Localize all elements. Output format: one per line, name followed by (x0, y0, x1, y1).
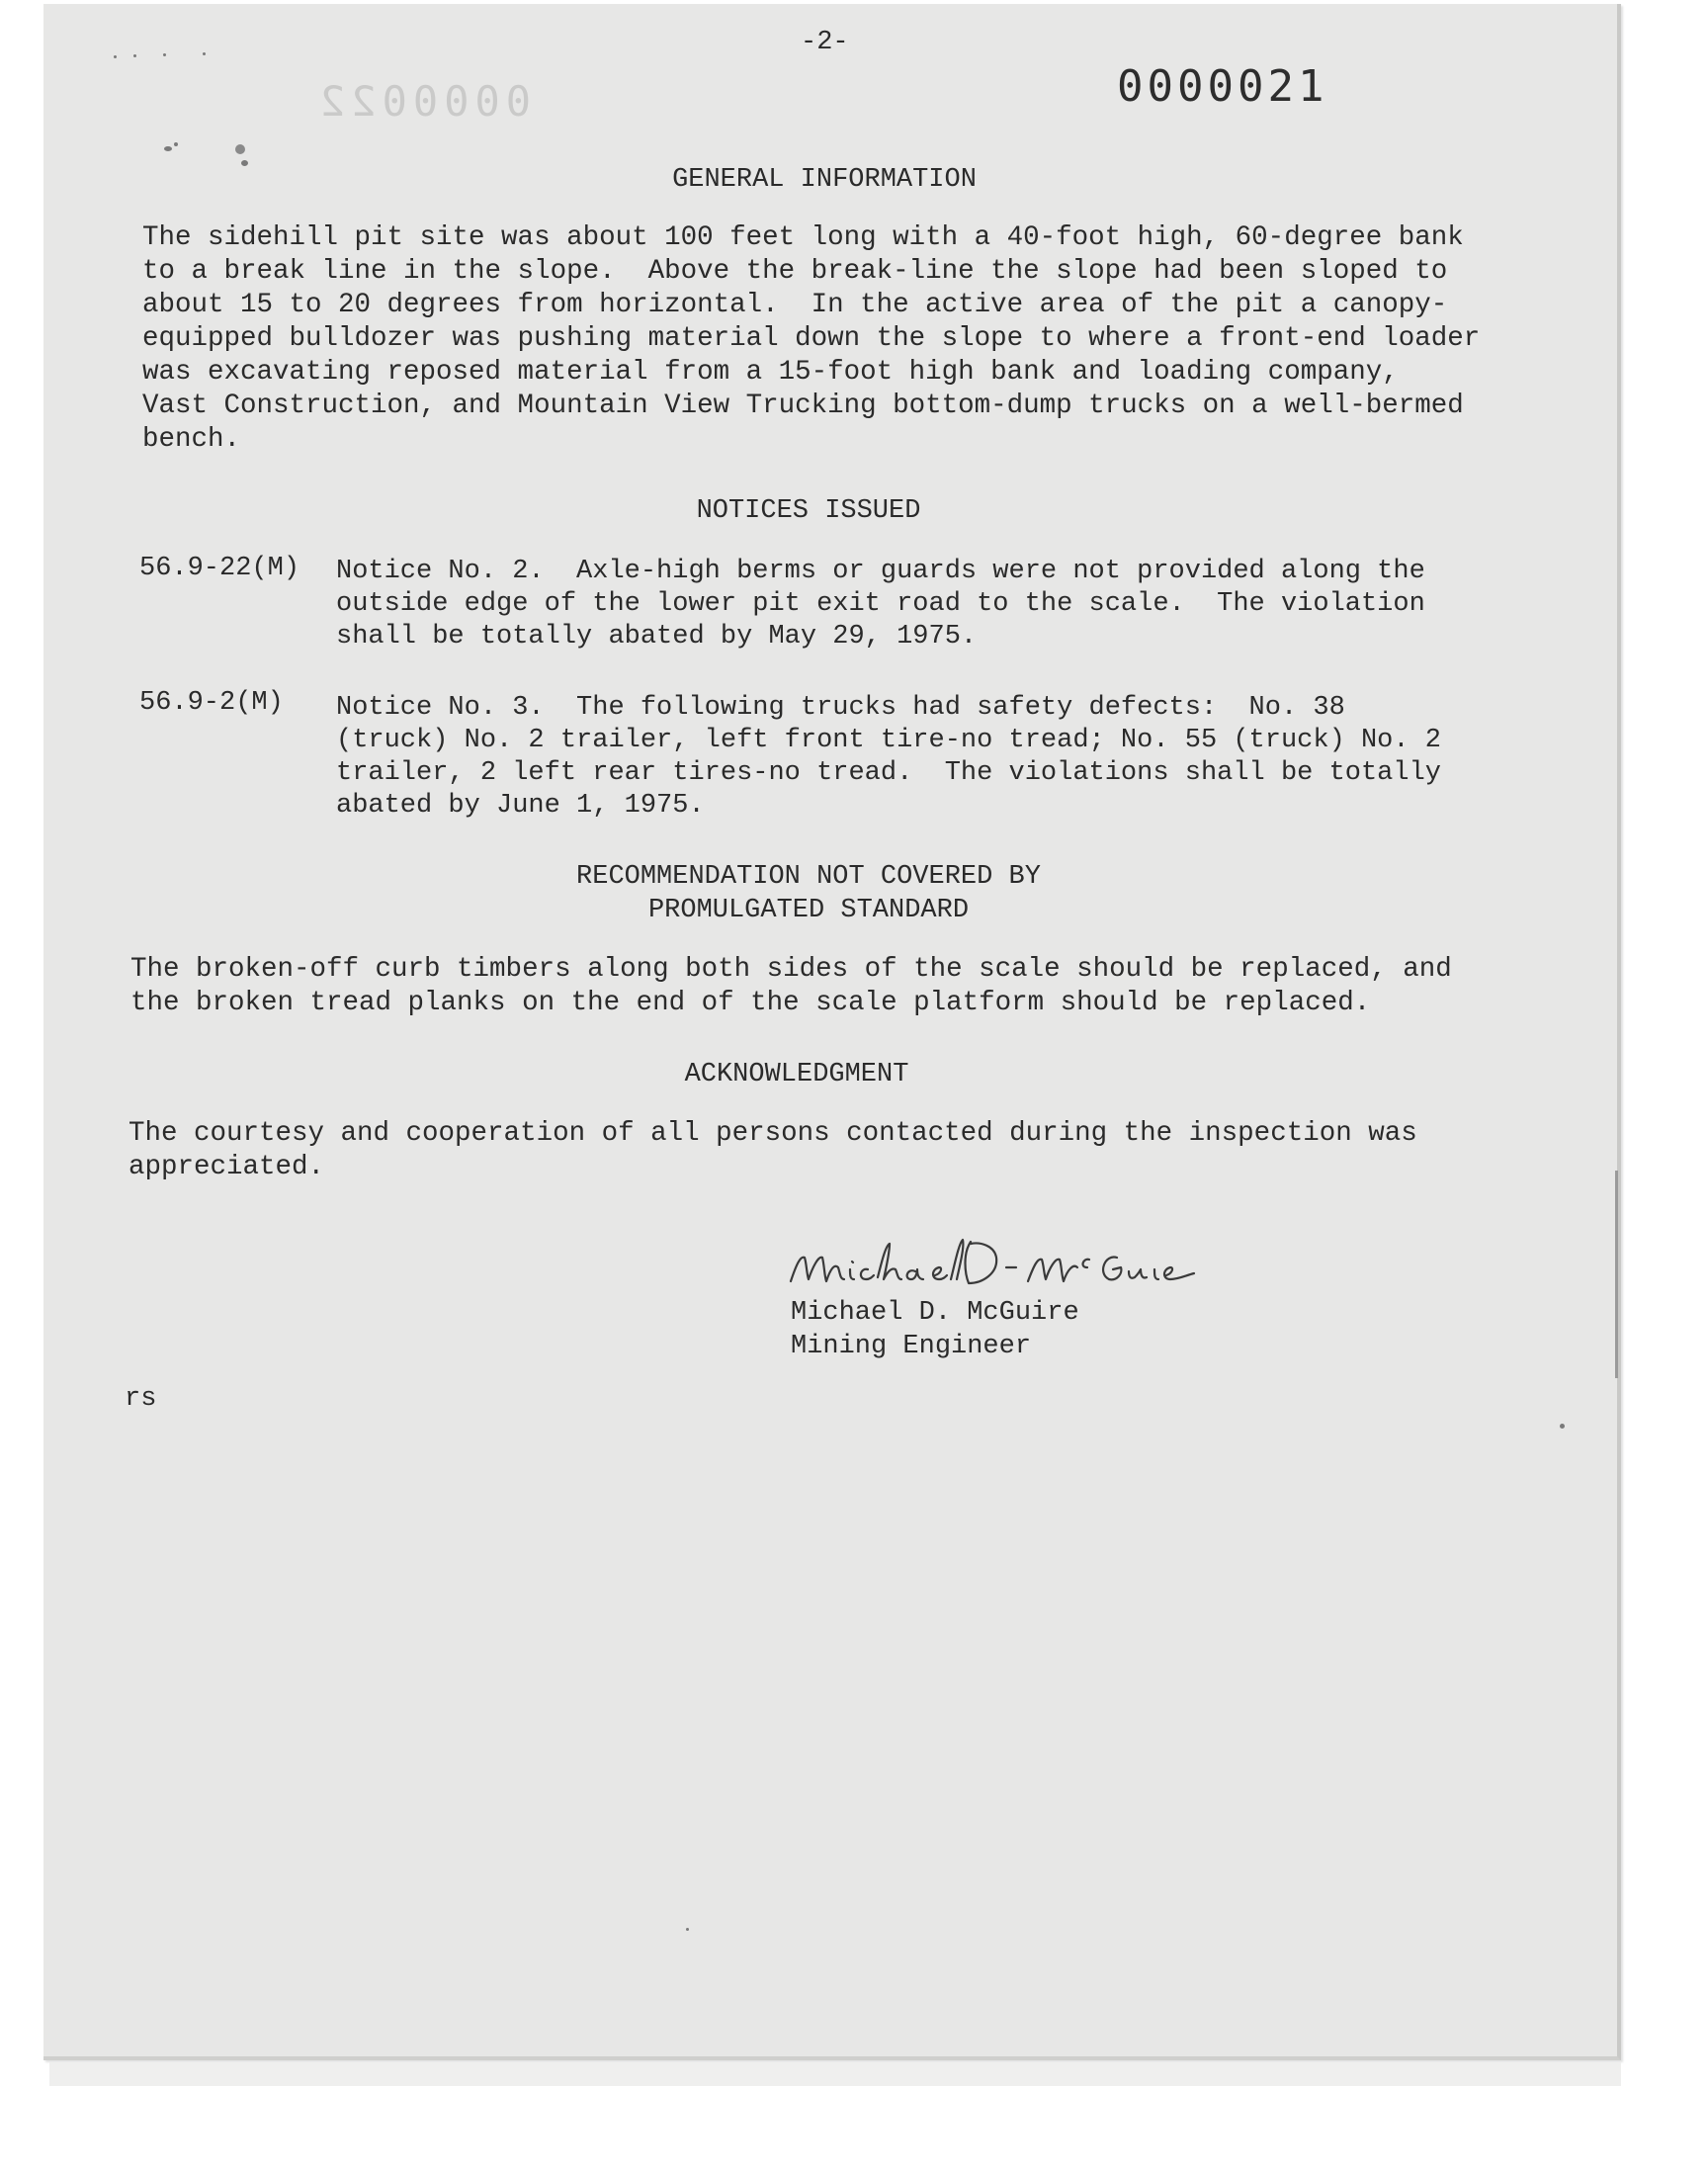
ink-speck (164, 146, 172, 151)
ink-speck (1560, 1424, 1565, 1429)
recommendation-paragraph (130, 953, 1452, 1020)
text-line: outside edge of the lower pit exit road to the scale. The violation (336, 589, 1425, 619)
section-heading-general-information: GENERAL INFORMATION (672, 165, 977, 195)
ink-speck (114, 55, 117, 58)
paper-edge-shadow (1615, 1171, 1618, 1378)
text-line: to a break line in the slope. Above the break-line the slope had been sloped to (142, 256, 1448, 287)
text-line: trailer, 2 left rear tires-no tread. The violations shall be totally (336, 758, 1441, 788)
ink-speck (174, 142, 178, 146)
notice-text (336, 692, 1441, 823)
text-line: was excavating reposed material from a 15-foot high bank and loading company, (142, 357, 1399, 388)
text-line: equipped bulldozer was pushing material down the slope to where a front-end loader (142, 323, 1481, 354)
heading-line: PROMULGATED STANDARD (647, 896, 970, 925)
notice-text (336, 556, 1425, 653)
text-line: The courtesy and cooperation of all persons contacted during the inspection was (128, 1118, 1417, 1149)
handwritten-signature (787, 1234, 1202, 1303)
ink-speck (686, 1928, 689, 1931)
text-line: shall be totally abated by May 29, 1975. (336, 622, 978, 652)
document-number: 0000021 (1117, 61, 1328, 112)
ink-speck (235, 144, 245, 154)
section-heading-acknowledgment: ACKNOWLEDGMENT (684, 1060, 909, 1089)
standard-code: 56.9-2(M) (139, 688, 284, 718)
scanner-bed-strip (49, 2062, 1621, 2086)
bleed-through-number: 0000022 (314, 77, 532, 126)
text-line: Notice No. 2. Axle-high berms or guards were not provided along the (336, 557, 1425, 586)
text-line: bench. (142, 424, 241, 455)
text-line: The broken-off curb timbers along both sides of the scale should be replaced, and (130, 954, 1452, 985)
text-line: the broken tread planks on the end of the scale platform should be replaced. (130, 988, 1371, 1018)
ink-speck (203, 52, 206, 55)
section-heading-recommendation (0, 860, 1617, 927)
text-line: Vast Construction, and Mountain View Trucking bottom-dump trucks on a well-bermed (142, 391, 1464, 421)
text-line: about 15 to 20 degrees from horizontal. In the active area of the pit a canopy- (142, 290, 1448, 320)
heading-line: RECOMMENDATION NOT COVERED BY (576, 862, 1041, 892)
typist-initials: rs (125, 1384, 157, 1414)
text-line: abated by June 1, 1975. (336, 791, 705, 821)
text-line: The sidehill pit site was about 100 feet long with a 40-foot high, 60-degree bank (142, 222, 1464, 253)
acknowledgment-paragraph (128, 1117, 1417, 1184)
standard-code: 56.9-22(M) (139, 554, 300, 583)
text-line: Notice No. 3. The following trucks had safety defects: No. 38 (336, 693, 1345, 723)
general-information-paragraph (142, 221, 1480, 457)
signer-title: Mining Engineer (791, 1332, 1032, 1361)
text-line: appreciated. (128, 1152, 325, 1182)
ink-speck (133, 54, 136, 57)
section-heading-notices-issued: NOTICES ISSUED (696, 496, 921, 526)
ink-speck (163, 53, 166, 56)
page-number: -2- (801, 28, 849, 57)
signer-name: Michael D. McGuire (791, 1298, 1079, 1328)
text-line: (truck) No. 2 trailer, left front tire-no tread; No. 55 (truck) No. 2 (336, 726, 1441, 755)
